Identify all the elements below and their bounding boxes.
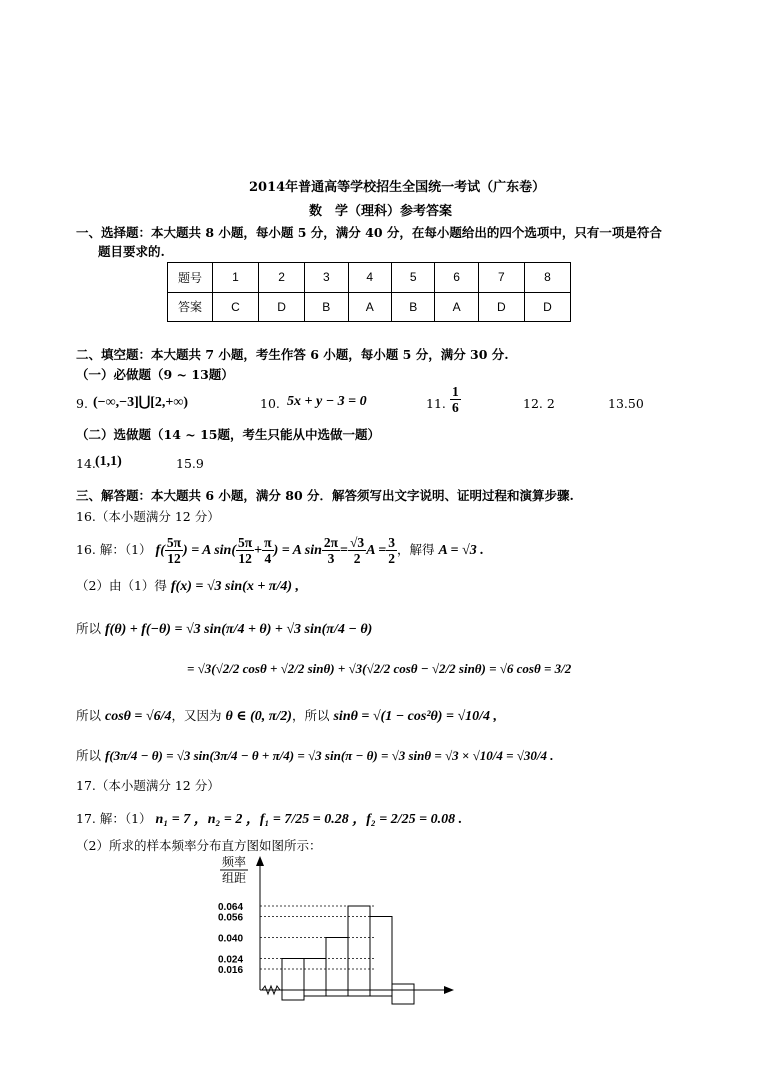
formula: $\frac{2\pi}{3}$ — [323, 535, 339, 566]
table-cell: D — [259, 292, 305, 322]
so-label: 所以 — [76, 708, 102, 723]
q14-answer: (1,1) — [95, 454, 122, 469]
table-cell: A — [348, 292, 391, 322]
formula: $\frac{√3}{2}$ — [350, 535, 365, 566]
section3-heading: 三、解答题：本大题共 6 小题，满分 80 分．解答须写出文字说明、证明过程和演算步骤. — [76, 488, 574, 503]
formula: $\frac{5\pi}{12}$ — [238, 535, 253, 566]
section2-optional: （二）选做题（14 ~ 15题，考生只能从中选做一题） — [76, 427, 380, 442]
q17-header: 17.（本小题满分 12 分） — [76, 778, 220, 793]
table-cell: B — [305, 292, 348, 322]
answer-table — [167, 262, 571, 322]
q9-answer: (−∞,−3]⋃[2,+∞) — [93, 395, 189, 410]
q17-formula: n₁ = 7 ，n₂ = 2 ，f₁ = 7/25 = 0.28 ，f₂ = 2/25 = 0.08 . — [155, 812, 463, 827]
table-cell: D — [524, 292, 570, 322]
q16-intro — [76, 535, 484, 566]
y-tick-label: 0.024 — [218, 954, 244, 966]
q9-label: 9. — [76, 396, 88, 411]
histogram-bar — [326, 938, 348, 997]
q16-line4-formula: f(3π/4 − θ) = √3 sin(3π/4 − θ + π/4) = √3 sin(π − θ) = √3 sinθ = √3 × √10/4 = √30/4 . — [105, 748, 554, 763]
q11-numerator: 1 — [452, 384, 459, 399]
table-row — [168, 263, 571, 293]
x-axis-arrow — [444, 986, 454, 994]
table-cell: 题号 — [168, 263, 213, 293]
histogram-bar — [282, 959, 304, 1001]
table-cell: A — [435, 292, 478, 322]
q17-intro: 17. 解：（1） — [76, 811, 152, 826]
q16-result: A = √3 . — [438, 543, 484, 558]
histogram-bar — [392, 984, 414, 1004]
q16-line3c: θ ∈ (0, π/2) — [225, 709, 292, 724]
q17-part2: （2）所求的样本频率分布直方图如图所示： — [76, 838, 322, 853]
section2-heading: 二、填空题：本大题共 7 小题，考生作答 6 小题，每小题 5 分，满分 30 分. — [76, 347, 509, 362]
q11-denominator: 6 — [452, 400, 459, 415]
q16-line3e: sinθ = √(1 − cos²θ) = √10/4 , — [333, 709, 498, 724]
q16-part2-label: （2）由（1）得 — [76, 578, 167, 593]
formula: ) = A sin — [273, 543, 322, 558]
histogram — [210, 852, 460, 1012]
table-cell: 7 — [478, 263, 524, 293]
q16-line2: = √3(√2/2 cosθ + √2/2 sinθ) + √3(√2/2 cosθ − √2/2 sinθ) = √6 cosθ = 3/2 — [187, 661, 572, 676]
table-cell: 3 — [305, 263, 348, 293]
table-cell: 4 — [348, 263, 391, 293]
table-cell: 6 — [435, 263, 478, 293]
page-title: 2014年普通高等学校招生全国统一考试（广东卷） — [249, 180, 546, 195]
y-tick-label: 0.064 — [218, 902, 244, 913]
formula: f( — [155, 543, 165, 558]
table-cell: 8 — [524, 263, 570, 293]
section2-required: （一）必做题（9 ~ 13题） — [76, 367, 234, 382]
q10-answer: 5x + y − 3 = 0 — [287, 394, 367, 409]
so-label: 所以 — [76, 621, 102, 636]
q10-label: 10. — [260, 396, 280, 411]
q16-line4 — [76, 746, 554, 764]
table-cell: C — [213, 292, 259, 322]
q16-part2 — [76, 576, 299, 595]
page-subtitle: 数 学（理科）参考答案 — [309, 204, 453, 219]
q16-line3b: ，又因为 — [171, 708, 222, 723]
q12-answer: 12. 2 — [523, 396, 555, 411]
table-cell: 1 — [213, 263, 259, 293]
table-row — [168, 292, 571, 322]
table-cell: 2 — [259, 263, 305, 293]
formula: = — [340, 543, 349, 558]
table-cell: 5 — [391, 263, 434, 293]
table-cell: D — [478, 292, 524, 322]
q16-line1 — [76, 619, 372, 638]
q16-solve-text: ，解得 — [396, 542, 435, 557]
so-label: 所以 — [76, 748, 102, 763]
formula: + — [254, 543, 263, 558]
histogram-bar — [348, 906, 370, 996]
q16-line3 — [76, 706, 497, 725]
ylabel-top: 频率 — [222, 855, 247, 869]
y-tick-label: 0.056 — [218, 912, 244, 924]
formula: ) = A sin( — [183, 543, 237, 558]
y-tick-label: 0.016 — [218, 965, 244, 976]
q14-label: 14. — [76, 456, 96, 471]
y-axis-arrow — [256, 856, 264, 866]
q13-answer: 13.50 — [608, 396, 644, 411]
q11-label: 11. — [426, 396, 446, 411]
table-cell: 答案 — [168, 292, 213, 322]
section1-heading: 一、选择题：本大题共 8 小题，每小题 5 分，满分 40 分，在每小题给出的四个选项中，只有一项是符合 — [76, 225, 662, 240]
y-tick-label: 0.040 — [218, 933, 244, 945]
q16-fx: f(x) = √3 sin(x + π/4) , — [170, 579, 299, 594]
q16-header: 16.（本小题满分 12 分） — [76, 509, 220, 524]
formula: A = — [366, 543, 387, 558]
formula: $\frac{3}{2}$ — [388, 535, 395, 566]
q17-line1 — [76, 808, 462, 828]
q15-answer: 15.9 — [176, 456, 204, 471]
q16-line3d: ，所以 — [291, 708, 330, 723]
q16-line3a: cosθ = √6/4 — [105, 709, 172, 724]
formula: $\frac{\pi}{4}$ — [264, 535, 272, 566]
q16-intro-label: 16. 解：（1） — [76, 542, 152, 557]
q16-line1-formula: f(θ) + f(−θ) = √3 sin(π/4 + θ) + √3 sin(π/4 − θ) — [105, 622, 373, 637]
ylabel-bottom: 组距 — [222, 871, 247, 885]
q11-answer — [450, 384, 461, 415]
histogram-bar — [370, 917, 392, 997]
section1-heading-cont: 题目要求的. — [98, 244, 165, 259]
table-cell: B — [391, 292, 434, 322]
formula: $\frac{5\pi}{12}$ — [166, 535, 182, 566]
